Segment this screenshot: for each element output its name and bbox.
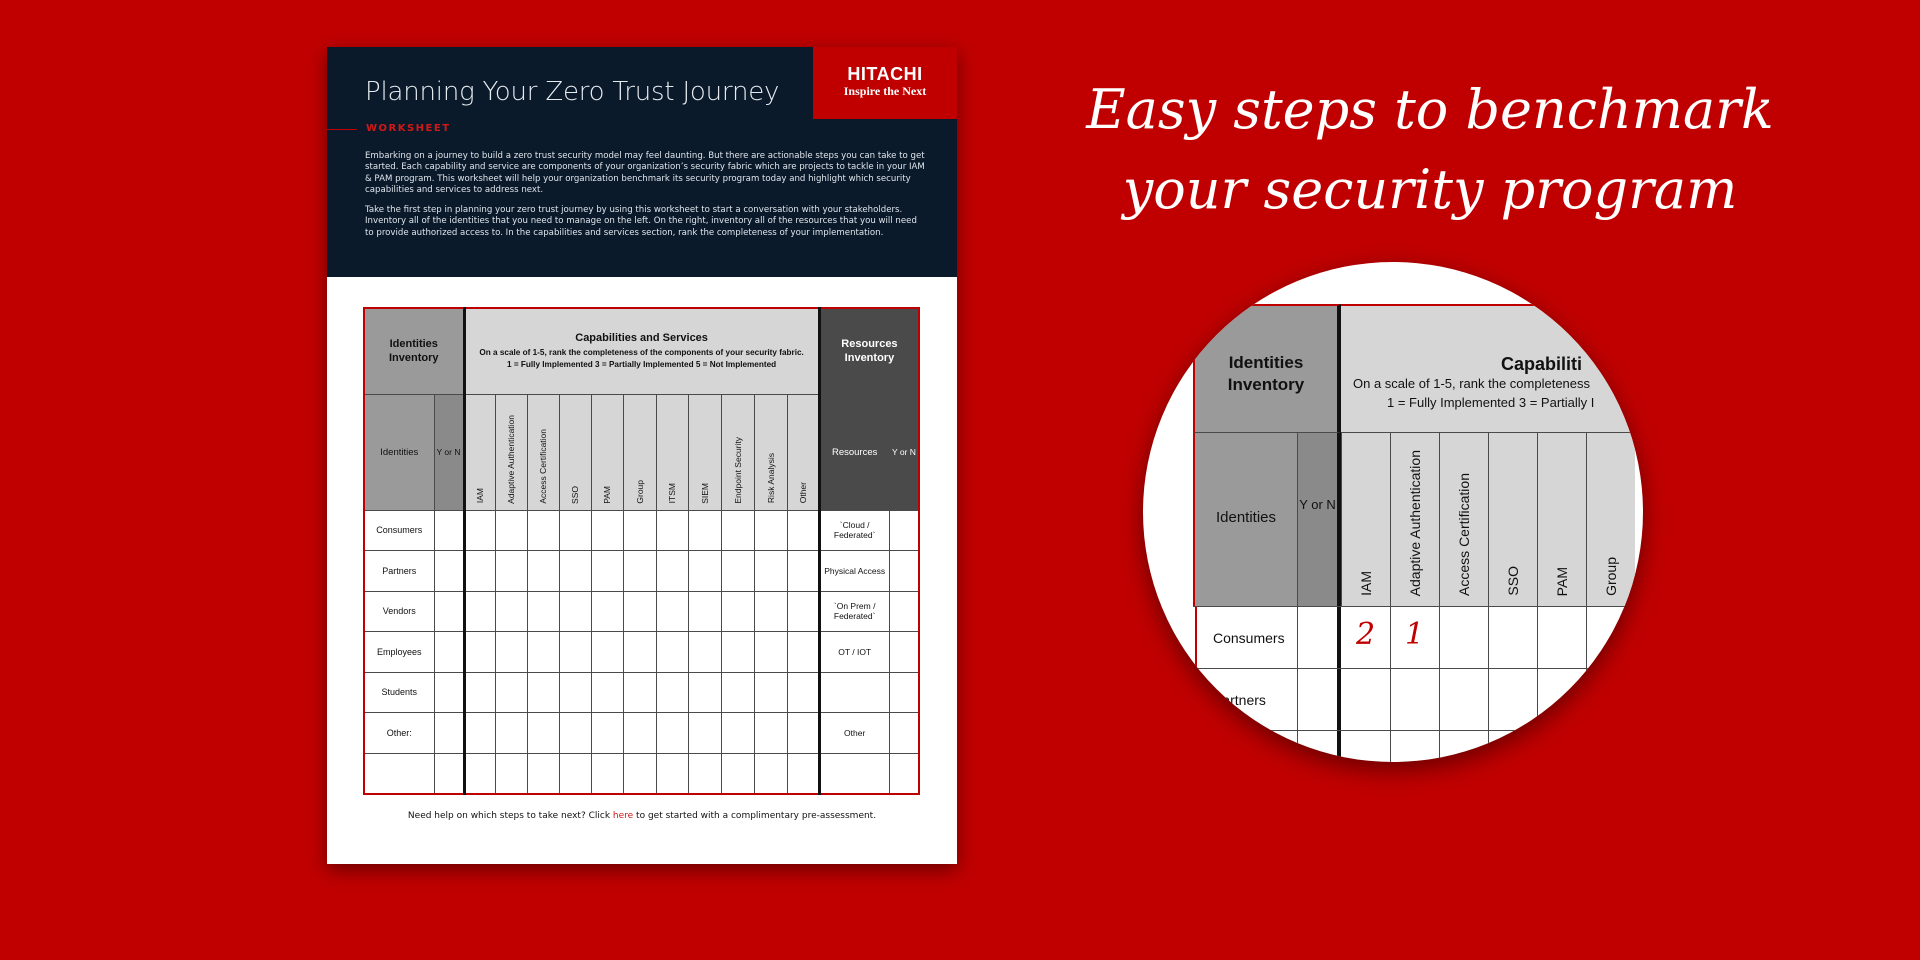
capability-score-cell[interactable] xyxy=(591,753,623,794)
headline-line-1: Easy steps to benchmark xyxy=(1086,78,1774,141)
capability-score-cell[interactable] xyxy=(527,591,559,632)
resource-label: OT / IOT xyxy=(819,632,889,673)
zoom-grid-line xyxy=(1297,731,1298,762)
capability-label: Other xyxy=(797,482,808,504)
capability-score-cell[interactable] xyxy=(688,753,721,794)
footer-text-before: Need help on which steps to take next? Click xyxy=(407,811,613,821)
table-subheader-row xyxy=(364,394,919,510)
zoom-grid-line xyxy=(1488,607,1489,669)
identity-yn-cell[interactable] xyxy=(434,713,464,754)
capability-score-cell[interactable] xyxy=(559,632,591,673)
resources-column-header: Resources xyxy=(819,394,889,510)
capability-score-cell[interactable] xyxy=(591,632,623,673)
table-row xyxy=(364,510,919,551)
zoom-grid-line xyxy=(1439,607,1440,669)
identity-label: Partners xyxy=(364,551,434,592)
resource-yn-cell[interactable] xyxy=(889,591,919,632)
capability-score-cell[interactable] xyxy=(623,632,656,673)
capability-score-cell[interactable] xyxy=(559,551,591,592)
footer-note xyxy=(327,811,957,821)
zoom-adaptive-score: 1 xyxy=(1405,617,1425,652)
capabilities-subtitle-2: 1 = Fully Implemented 3 = Partially Implemented 5 = Not Implemented xyxy=(507,359,777,369)
identities-inventory-header: Identities Inventory xyxy=(364,308,464,394)
logo-name: HITACHI xyxy=(847,64,923,84)
capability-score-cell[interactable] xyxy=(721,672,754,713)
identity-label: Employees xyxy=(364,632,434,673)
zoom-grid-line xyxy=(1635,669,1636,731)
intro-paragraph-2: Take the first step in planning your zero trust journey by using this worksheet to start a conversation with your stakeholders. Inventory all of the identities that you need to manage on the left. On the right, inventory all of the resources that you will need to provide authorized access to. In the capabilities and services section, rank the completeness of your implementation. xyxy=(365,205,917,238)
identity-label: Other: xyxy=(364,713,434,754)
resource-yn-cell[interactable] xyxy=(889,632,919,673)
capability-score-cell[interactable] xyxy=(591,713,623,754)
capability-score-cell[interactable] xyxy=(688,632,721,673)
capability-score-cell[interactable] xyxy=(754,591,787,632)
capability-score-cell[interactable] xyxy=(688,713,721,754)
capability-score-cell[interactable] xyxy=(754,510,787,551)
capability-score-cell[interactable] xyxy=(623,551,656,592)
table-row xyxy=(364,591,919,632)
identity-label: Vendors xyxy=(364,591,434,632)
capability-score-cell[interactable] xyxy=(527,713,559,754)
capability-score-cell[interactable] xyxy=(721,632,754,673)
zoom-grid-line xyxy=(1390,607,1391,669)
identity-yn-cell[interactable] xyxy=(434,753,464,794)
resource-label xyxy=(819,753,889,794)
table-header-row xyxy=(364,308,919,394)
capability-score-cell[interactable] xyxy=(754,551,787,592)
identity-label: Consumers xyxy=(364,510,434,551)
intro-paragraph-1: Embarking on a journey to build a zero trust security model may feel daunting. But there are actionable steps you can take to get started. Each capability and service are components of your organization’s security fabric which are projects to tackle in your IAM & PAM program. This worksheet will help your organization benchmark its security program today and highlight which security capabilities and services to address next. xyxy=(365,151,925,196)
capabilities-title: Capabilities and Services xyxy=(575,331,708,344)
capability-column-header xyxy=(721,394,754,510)
capability-score-cell[interactable] xyxy=(688,510,721,551)
capability-score-cell[interactable] xyxy=(559,510,591,551)
capability-score-cell[interactable] xyxy=(464,753,495,794)
capability-score-cell[interactable] xyxy=(721,551,754,592)
capability-score-cell[interactable] xyxy=(787,510,819,551)
capability-score-cell[interactable] xyxy=(721,510,754,551)
worksheet-page xyxy=(327,47,957,864)
zoom-capability-column-header xyxy=(1586,432,1635,606)
capability-label: ITSM xyxy=(667,483,678,504)
capability-column-header xyxy=(623,394,656,510)
capability-score-cell[interactable] xyxy=(656,713,688,754)
zoom-row-label-partners: Partners xyxy=(1195,669,1297,731)
zoom-yn-column-header: Y or N xyxy=(1297,432,1341,606)
identity-yn-cell[interactable] xyxy=(434,672,464,713)
zoom-capabilities-title: Capabiliti xyxy=(1501,354,1583,374)
zoom-capabilities-header xyxy=(1341,304,1643,432)
zoom-grid-line xyxy=(1635,607,1636,669)
capability-score-cell[interactable] xyxy=(495,672,527,713)
capability-score-cell[interactable] xyxy=(656,753,688,794)
capability-score-cell[interactable] xyxy=(688,672,721,713)
zoom-grid-divider xyxy=(1337,669,1341,731)
zoom-identities-column-header: Identities xyxy=(1193,432,1297,606)
table-row xyxy=(364,713,919,754)
capability-score-cell[interactable] xyxy=(656,672,688,713)
capability-label: PAM xyxy=(602,485,613,504)
capability-score-cell[interactable] xyxy=(623,713,656,754)
worksheet-label: WORKSHEET xyxy=(366,123,451,134)
table-row xyxy=(364,632,919,673)
capability-column-header xyxy=(495,394,527,510)
resource-yn-cell[interactable] xyxy=(889,510,919,551)
table-row xyxy=(364,551,919,592)
zoom-capability-label: Group xyxy=(1603,557,1619,596)
capability-score-cell[interactable] xyxy=(787,591,819,632)
capability-score-cell[interactable] xyxy=(464,510,495,551)
identity-yn-cell[interactable] xyxy=(434,632,464,673)
capability-score-cell[interactable] xyxy=(787,753,819,794)
capability-score-cell[interactable] xyxy=(527,632,559,673)
logo-tagline: Inspire the Next xyxy=(843,84,927,98)
identities-column-header: Identities xyxy=(364,394,434,510)
capability-label: Endpoint Security xyxy=(732,436,743,504)
capability-column-header xyxy=(656,394,688,510)
resource-label: Physical Access xyxy=(819,551,889,592)
zoom-grid-line xyxy=(1537,669,1538,731)
capability-score-cell[interactable] xyxy=(623,672,656,713)
capability-column-header xyxy=(787,394,819,510)
capability-score-cell[interactable] xyxy=(656,591,688,632)
capability-score-cell[interactable] xyxy=(527,672,559,713)
capability-score-cell[interactable] xyxy=(591,510,623,551)
zoom-grid-line xyxy=(1390,669,1391,731)
worksheet-rule xyxy=(327,129,357,130)
zoom-capability-label: IAM xyxy=(1358,571,1374,596)
resource-label: `Cloud / Federated` xyxy=(819,510,889,551)
capability-column-header xyxy=(591,394,623,510)
capabilities-header xyxy=(464,308,819,394)
capability-score-cell[interactable] xyxy=(495,551,527,592)
capability-score-cell[interactable] xyxy=(688,551,721,592)
capability-score-cell[interactable] xyxy=(754,753,787,794)
capability-score-cell[interactable] xyxy=(787,632,819,673)
identity-yn-cell[interactable] xyxy=(434,551,464,592)
zoom-capabilities-subtitle-1: On a scale of 1-5, rank the completeness xyxy=(1353,376,1591,391)
capability-score-cell[interactable] xyxy=(464,591,495,632)
capability-score-cell[interactable] xyxy=(559,672,591,713)
zoom-grid-line xyxy=(1488,669,1489,731)
capability-column-header xyxy=(559,394,591,510)
capability-score-cell[interactable] xyxy=(559,753,591,794)
capability-score-cell[interactable] xyxy=(591,672,623,713)
zoom-identities-inventory-header: Identities Inventory xyxy=(1193,304,1341,432)
capability-column-header xyxy=(527,394,559,510)
capability-score-cell[interactable] xyxy=(527,753,559,794)
table-row xyxy=(364,672,919,713)
resource-yn-cell[interactable] xyxy=(889,713,919,754)
zoom-capability-label: SSO xyxy=(1505,566,1521,596)
capability-score-cell[interactable] xyxy=(721,713,754,754)
capability-score-cell[interactable] xyxy=(527,510,559,551)
zoom-magnifier xyxy=(1143,262,1643,762)
capability-score-cell[interactable] xyxy=(754,713,787,754)
capability-column-header xyxy=(464,394,495,510)
zoom-grid-line xyxy=(1635,731,1636,762)
resource-yn-cell[interactable] xyxy=(889,753,919,794)
capability-score-cell[interactable] xyxy=(656,632,688,673)
worksheet-header xyxy=(327,47,957,277)
resource-yn-cell[interactable] xyxy=(889,672,919,713)
capabilities-subtitle-1: On a scale of 1-5, rank the completeness of the components of your security fabric. xyxy=(479,347,804,357)
zoom-row-partners xyxy=(1193,668,1643,730)
zoom-capabilities-subtitle-2: 1 = Fully Implemented 3 = Partially I xyxy=(1387,395,1595,410)
capability-label: Access Certification xyxy=(538,428,549,504)
capability-label: IAM xyxy=(475,488,486,504)
capability-score-cell[interactable] xyxy=(623,591,656,632)
zoom-grid-line xyxy=(1439,731,1440,762)
hitachi-logo xyxy=(813,47,957,119)
zoom-grid-line xyxy=(1537,607,1538,669)
capability-score-cell[interactable] xyxy=(527,551,559,592)
capability-score-cell[interactable] xyxy=(559,713,591,754)
capability-score-cell[interactable] xyxy=(495,632,527,673)
resource-yn-cell[interactable] xyxy=(889,551,919,592)
zoom-capability-label: Access Certification xyxy=(1456,473,1472,596)
zoom-grid-line xyxy=(1390,731,1391,762)
capability-score-cell[interactable] xyxy=(464,551,495,592)
identity-yn-cell[interactable] xyxy=(434,510,464,551)
capability-score-cell[interactable] xyxy=(591,591,623,632)
footer-text-after: to get started with a complimentary pre-assessment. xyxy=(633,811,877,821)
here-link[interactable]: here xyxy=(612,811,634,821)
table-row xyxy=(364,753,919,794)
zoom-iam-score: 2 xyxy=(1356,617,1376,652)
resource-label: Other xyxy=(819,713,889,754)
capability-score-cell[interactable] xyxy=(464,672,495,713)
capability-score-cell[interactable] xyxy=(623,510,656,551)
capability-column-header xyxy=(688,394,721,510)
zoom-row-label-consumers: Consumers xyxy=(1195,607,1297,669)
capability-label: Adaptive Authentication xyxy=(506,414,517,504)
zoom-capability-column-header xyxy=(1341,432,1390,606)
resource-label xyxy=(819,672,889,713)
capability-score-cell[interactable] xyxy=(623,753,656,794)
zoom-grid-line xyxy=(1586,607,1587,669)
zoom-capability-label: Adaptive Authentication xyxy=(1407,449,1423,596)
capability-score-cell[interactable] xyxy=(721,753,754,794)
capability-label: SSO xyxy=(570,485,581,504)
zoom-row-empty xyxy=(1193,730,1643,762)
yn-column-header: Y or N xyxy=(434,394,464,510)
page-title: Planning Your Zero Trust Journey xyxy=(365,77,780,107)
identity-label xyxy=(364,753,434,794)
zoom-grid-line xyxy=(1439,669,1440,731)
zoom-grid-line xyxy=(1297,669,1298,731)
zoom-capability-column-header xyxy=(1488,432,1537,606)
zoom-capability-column-header xyxy=(1537,432,1586,606)
capability-score-cell[interactable] xyxy=(754,632,787,673)
zoom-grid-line xyxy=(1537,731,1538,762)
resource-label: `On Prem / Federated` xyxy=(819,591,889,632)
identity-yn-cell[interactable] xyxy=(434,591,464,632)
capability-score-cell[interactable] xyxy=(787,551,819,592)
resources-yn-column-header: Y or N xyxy=(889,394,919,510)
capability-score-cell[interactable] xyxy=(495,753,527,794)
zoom-grid-line xyxy=(1488,731,1489,762)
zoom-capability-label: PAM xyxy=(1554,566,1570,596)
capability-score-cell[interactable] xyxy=(495,591,527,632)
capability-score-cell[interactable] xyxy=(464,632,495,673)
capability-label: SIEM xyxy=(699,482,710,504)
capability-score-cell[interactable] xyxy=(688,591,721,632)
capability-score-cell[interactable] xyxy=(656,510,688,551)
zoom-grid-line xyxy=(1586,669,1587,731)
headline-line-2: your security program xyxy=(1122,158,1738,221)
zoom-grid-divider xyxy=(1337,731,1341,762)
capability-score-cell[interactable] xyxy=(591,551,623,592)
zoom-capability-column-header xyxy=(1390,432,1439,606)
zoom-grid-line xyxy=(1586,731,1587,762)
capability-column-header xyxy=(754,394,787,510)
zoom-capability-column-header xyxy=(1439,432,1488,606)
capability-score-cell[interactable] xyxy=(721,591,754,632)
capability-score-cell[interactable] xyxy=(754,672,787,713)
capability-score-cell[interactable] xyxy=(464,713,495,754)
identity-label: Students xyxy=(364,672,434,713)
capability-label: Risk Analysis xyxy=(765,453,776,504)
capability-score-cell[interactable] xyxy=(656,551,688,592)
zoom-grid-divider xyxy=(1337,607,1341,669)
capability-score-cell[interactable] xyxy=(495,510,527,551)
capability-label: Group xyxy=(634,479,645,504)
capability-score-cell[interactable] xyxy=(787,672,819,713)
capability-score-cell[interactable] xyxy=(787,713,819,754)
worksheet-table xyxy=(363,307,920,795)
capability-score-cell[interactable] xyxy=(559,591,591,632)
capability-score-cell[interactable] xyxy=(495,713,527,754)
resources-inventory-header: Resources Inventory xyxy=(819,308,919,394)
zoom-row-consumers xyxy=(1193,606,1643,668)
zoom-grid-line xyxy=(1297,607,1298,669)
